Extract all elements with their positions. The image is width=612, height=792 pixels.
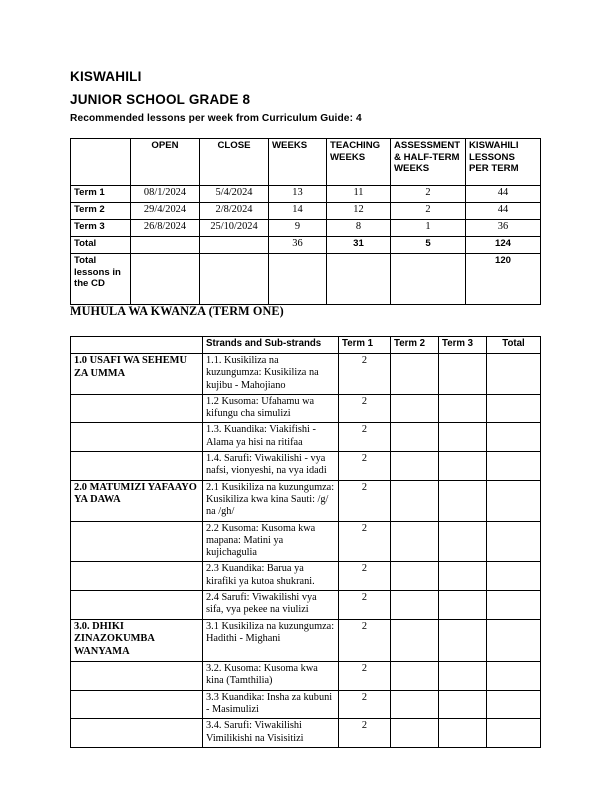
lesson-count-term3 (439, 562, 487, 591)
header-weeks: WEEKS (269, 139, 327, 186)
substrand-name: 2.1 Kusikiliza na kuzungumza: Kusikiliza kwa kina Sauti: /g/ na /gh/ (203, 480, 339, 521)
lesson-count-term3 (439, 452, 487, 481)
header-term2: Term 2 (391, 337, 439, 354)
term-close-date: 2/8/2024 (200, 203, 269, 220)
lesson-count-term3 (439, 719, 487, 748)
lesson-count-term3 (439, 662, 487, 691)
lesson-count-term3 (439, 423, 487, 452)
lesson-count-total (487, 690, 541, 719)
lesson-count-term2 (391, 521, 439, 562)
term-lessons: 44 (466, 186, 541, 203)
strand-name (71, 562, 203, 591)
lesson-count-term2 (391, 591, 439, 620)
lesson-count-term2 (391, 354, 439, 395)
term-open-date: 29/4/2024 (131, 203, 200, 220)
substrand-name: 2.2 Kusoma: Kusoma kwa mapana: Matini ya kujichagulia (203, 521, 339, 562)
lesson-count-term3 (439, 619, 487, 661)
substrand-name: 2.3 Kuandika: Barua ya kirafiki ya kutoa shukrani. (203, 562, 339, 591)
lesson-count-total (487, 521, 541, 562)
table-row (71, 619, 541, 661)
total-cd-weeks (269, 254, 327, 305)
table-row (71, 690, 541, 719)
header-close: CLOSE (200, 139, 269, 186)
term-assessment-weeks: 1 (391, 220, 466, 237)
header-blank (71, 337, 203, 354)
table-row-total (71, 237, 541, 254)
substrand-name: 3.2. Kusoma: Kusoma kwa kina (Tamthilia) (203, 662, 339, 691)
substrand-name: 1.2 Kusoma: Ufahamu wa kifungu cha simulizi (203, 394, 339, 423)
lesson-count-term1: 2 (339, 690, 391, 719)
term-lessons: 44 (466, 203, 541, 220)
total-cd-assessment-weeks (391, 254, 466, 305)
term-teaching-weeks: 8 (327, 220, 391, 237)
lesson-count-total (487, 619, 541, 661)
lesson-count-term3 (439, 354, 487, 395)
header-lessons-per-term: KISWAHILI LESSONS PER TERM (466, 139, 541, 186)
lesson-count-term3 (439, 521, 487, 562)
strand-name: 1.0 USAFI WA SEHEMU ZA UMMA (71, 354, 203, 395)
lesson-count-total (487, 480, 541, 521)
lesson-count-total (487, 562, 541, 591)
term-label: Term 1 (71, 186, 131, 203)
lesson-count-term1: 2 (339, 394, 391, 423)
table-row (71, 220, 541, 237)
table-row (71, 452, 541, 481)
header-strands-substrands: Strands and Sub-strands (203, 337, 339, 354)
header-total: Total (487, 337, 541, 354)
lesson-count-term2 (391, 480, 439, 521)
lesson-count-total (487, 719, 541, 748)
substrand-name: 1.3. Kuandika: Viakifishi - Alama ya hisi na ritifaa (203, 423, 339, 452)
lesson-count-term2 (391, 394, 439, 423)
lesson-count-term1: 2 (339, 480, 391, 521)
header-open: OPEN (131, 139, 200, 186)
term-label: Term 3 (71, 220, 131, 237)
total-teaching-weeks: 31 (327, 237, 391, 254)
header-teaching-weeks: TEACHING WEEKS (327, 139, 391, 186)
table-row (71, 591, 541, 620)
strand-name (71, 719, 203, 748)
lesson-count-total (487, 423, 541, 452)
lesson-count-term2 (391, 719, 439, 748)
header-assessment-weeks: ASSESSMENT & HALF-TERM WEEKS (391, 139, 466, 186)
strand-name: 3.0. DHIKI ZINAZOKUMBA WANYAMA (71, 619, 203, 661)
strand-name (71, 662, 203, 691)
term-teaching-weeks: 11 (327, 186, 391, 203)
lesson-count-term2 (391, 662, 439, 691)
table-row (71, 203, 541, 220)
lesson-count-term3 (439, 394, 487, 423)
table-row (71, 662, 541, 691)
total-cd-close (200, 254, 269, 305)
page-title-subject: KISWAHILI (70, 69, 142, 84)
strand-name (71, 690, 203, 719)
table-row (71, 562, 541, 591)
table-row (71, 719, 541, 748)
lesson-count-term2 (391, 562, 439, 591)
strand-name (71, 423, 203, 452)
substrand-name: 3.4. Sarufi: Viwakilishi Vimilikishi na Visisitizi (203, 719, 339, 748)
table-header-row (71, 337, 541, 354)
strand-name (71, 394, 203, 423)
total-cd-label: Total lessons in the CD (71, 254, 131, 305)
lesson-count-term1: 2 (339, 354, 391, 395)
term-assessment-weeks: 2 (391, 186, 466, 203)
total-label: Total (71, 237, 131, 254)
lesson-count-term2 (391, 690, 439, 719)
total-weeks: 36 (269, 237, 327, 254)
term-assessment-weeks: 2 (391, 203, 466, 220)
term-weeks: 9 (269, 220, 327, 237)
substrand-name: 1.1. Kusikiliza na kuzungumza: Kusikiliza na kujibu - Mahojiano (203, 354, 339, 395)
header-term3: Term 3 (439, 337, 487, 354)
term-weeks: 13 (269, 186, 327, 203)
substrand-name: 3.1 Kusikiliza na kuzungumza: Hadithi - Mighani (203, 619, 339, 661)
lesson-count-term1: 2 (339, 662, 391, 691)
lesson-count-term1: 2 (339, 452, 391, 481)
term-label: Term 2 (71, 203, 131, 220)
strand-name (71, 521, 203, 562)
substrand-name: 2.4 Sarufi: Viwakilishi vya sifa, vya pekee na viulizi (203, 591, 339, 620)
table-row (71, 423, 541, 452)
total-cd-open (131, 254, 200, 305)
lesson-count-term3 (439, 690, 487, 719)
lesson-count-term1: 2 (339, 591, 391, 620)
table-row (71, 521, 541, 562)
strand-name (71, 452, 203, 481)
term-close-date: 25/10/2024 (200, 220, 269, 237)
header-term1: Term 1 (339, 337, 391, 354)
header-blank (71, 139, 131, 186)
substrand-name: 1.4. Sarufi: Viwakilishi - vya nafsi, vionyeshi, na vya idadi (203, 452, 339, 481)
strand-name: 2.0 MATUMIZI YAFAAYO YA DAWA (71, 480, 203, 521)
term-lessons: 36 (466, 220, 541, 237)
total-cd-lessons: 120 (466, 254, 541, 305)
lesson-count-term3 (439, 480, 487, 521)
lesson-count-term1: 2 (339, 719, 391, 748)
term-calendar-table (70, 138, 541, 305)
term-weeks: 14 (269, 203, 327, 220)
lesson-count-term1: 2 (339, 423, 391, 452)
term-close-date: 5/4/2024 (200, 186, 269, 203)
recommended-lessons-note: Recommended lessons per week from Curriculum Guide: 4 (70, 113, 362, 124)
lesson-count-total (487, 452, 541, 481)
substrand-name: 3.3 Kuandika: Insha za kubuni - Masimulizi (203, 690, 339, 719)
lesson-count-total (487, 354, 541, 395)
term-open-date: 26/8/2024 (131, 220, 200, 237)
section-heading-term-one: MUHULA WA KWANZA (TERM ONE) (70, 304, 284, 318)
lesson-count-total (487, 591, 541, 620)
term-open-date: 08/1/2024 (131, 186, 200, 203)
page-title-grade: JUNIOR SCHOOL GRADE 8 (70, 92, 251, 107)
total-open (131, 237, 200, 254)
lesson-count-total (487, 394, 541, 423)
table-row-total-cd (71, 254, 541, 305)
lesson-count-term1: 2 (339, 619, 391, 661)
table-header-row (71, 139, 541, 186)
table-row (71, 186, 541, 203)
total-assessment-weeks: 5 (391, 237, 466, 254)
lesson-count-term1: 2 (339, 521, 391, 562)
lesson-count-term1: 2 (339, 562, 391, 591)
lesson-count-total (487, 662, 541, 691)
table-row (71, 394, 541, 423)
table-row (71, 354, 541, 395)
total-lessons: 124 (466, 237, 541, 254)
strand-name (71, 591, 203, 620)
total-cd-teaching-weeks (327, 254, 391, 305)
lesson-count-term2 (391, 619, 439, 661)
strands-table (70, 336, 541, 748)
table-row (71, 480, 541, 521)
lesson-count-term2 (391, 423, 439, 452)
term-teaching-weeks: 12 (327, 203, 391, 220)
total-close (200, 237, 269, 254)
lesson-count-term2 (391, 452, 439, 481)
lesson-count-term3 (439, 591, 487, 620)
